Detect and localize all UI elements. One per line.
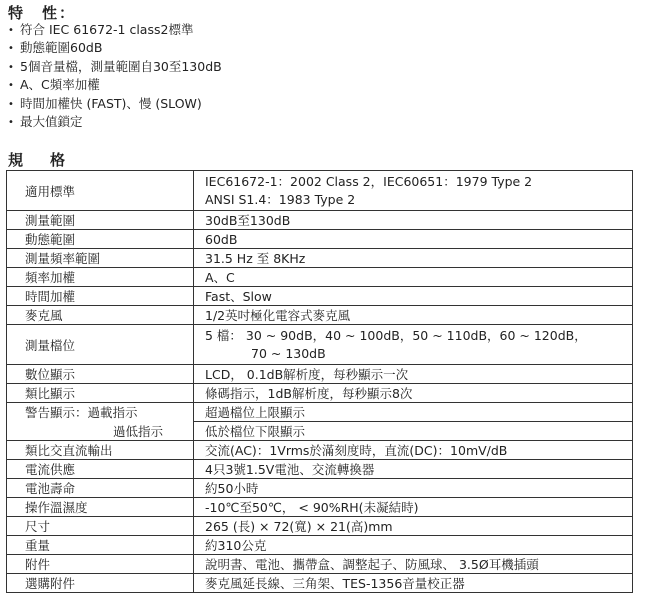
row-value: 約310公克 xyxy=(194,536,633,555)
table-row xyxy=(7,325,633,365)
table-row xyxy=(7,230,633,249)
table-row xyxy=(7,249,633,268)
table-row xyxy=(7,211,633,230)
row-value: 60dB xyxy=(194,230,633,249)
feature-item: • 符合 IEC 61672-1 class2標準 xyxy=(8,21,222,39)
row-value: 交流(AC)：1Vrms於滿刻度時，直流(DC)：10mV/dB xyxy=(194,441,633,460)
row-value: 4只3號1.5V電池、交流轉換器 xyxy=(194,460,633,479)
row-value: LCD， 0.1dB解析度，每秒顯示一次 xyxy=(194,365,633,384)
row-label: 重量 xyxy=(7,536,194,555)
spec-title: 規 格 xyxy=(8,151,72,169)
row-label: 電流供應 xyxy=(7,460,194,479)
row-label: 時間加權 xyxy=(7,287,194,306)
row-value: IEC61672-1：2002 Class 2，IEC60651：1979 Type 2 ANSI S1.4：1983 Type 2 xyxy=(194,171,633,211)
row-value: 超過檔位上限顯示 xyxy=(194,403,633,422)
table-row xyxy=(7,422,633,441)
table-row xyxy=(7,365,633,384)
feature-item: • A、C頻率加權 xyxy=(8,76,222,94)
table-row xyxy=(7,479,633,498)
row-value: 1/2英吋極化電容式麥克風 xyxy=(194,306,633,325)
row-value: 265 (長) × 72(寬) × 21(高)mm xyxy=(194,517,633,536)
table-row xyxy=(7,268,633,287)
feature-item: • 時間加權快 (FAST)、慢 (SLOW) xyxy=(8,95,222,113)
row-label: 電池壽命 xyxy=(7,479,194,498)
table-row xyxy=(7,498,633,517)
row-value: Fast、Slow xyxy=(194,287,633,306)
row-label: 適用標準 xyxy=(7,171,194,211)
row-label: 動態範圍 xyxy=(7,230,194,249)
row-value: 麥克風延長線、三角架、TES-1356音量校正器 xyxy=(194,574,633,593)
table-row xyxy=(7,306,633,325)
row-value: 說明書、電池、攜帶盒、調整起子、防風球、 3.5Ø耳機插頭 xyxy=(194,555,633,574)
table-row xyxy=(7,384,633,403)
bullet-icon: • xyxy=(8,80,14,92)
row-label: 尺寸 xyxy=(7,517,194,536)
table-row xyxy=(7,403,633,422)
feature-item: • 5個音量檔，測量範圍自30至130dB xyxy=(8,58,222,76)
row-label: 過低指示 xyxy=(7,422,194,441)
table-row xyxy=(7,555,633,574)
table-row xyxy=(7,460,633,479)
row-label: 測量檔位 xyxy=(7,325,194,365)
row-value: -10℃至50℃， < 90%RH(未凝結時) xyxy=(194,498,633,517)
bullet-icon: • xyxy=(8,43,14,55)
row-value: 低於檔位下限顯示 xyxy=(194,422,633,441)
row-value: 條碼指示，1dB解析度，每秒顯示8次 xyxy=(194,384,633,403)
features-list xyxy=(8,21,222,131)
row-label: 選購附件 xyxy=(7,574,194,593)
bullet-icon: • xyxy=(8,98,14,110)
feature-item: • 最大值鎖定 xyxy=(8,113,222,131)
row-label: 麥克風 xyxy=(7,306,194,325)
table-row xyxy=(7,517,633,536)
table-row xyxy=(7,171,633,211)
bullet-icon: • xyxy=(8,116,14,128)
row-label: 警告顯示：過載指示 xyxy=(7,403,194,422)
row-label: 測量範圍 xyxy=(7,211,194,230)
row-label: 測量頻率範圍 xyxy=(7,249,194,268)
row-label: 類比顯示 xyxy=(7,384,194,403)
row-value: 31.5 Hz 至 8KHz xyxy=(194,249,633,268)
row-value: 30dB至130dB xyxy=(194,211,633,230)
features-title: 特 性： xyxy=(8,4,77,22)
row-value: 5 檔： 30 ~ 90dB，40 ~ 100dB，50 ~ 110dB，60 ~ 120dB， 70 ~ 130dB xyxy=(194,325,633,365)
bullet-icon: • xyxy=(8,25,14,36)
feature-item: • 動態範圍60dB xyxy=(8,39,222,57)
table-row xyxy=(7,574,633,593)
row-label: 數位顯示 xyxy=(7,365,194,384)
row-label: 操作溫濕度 xyxy=(7,498,194,517)
row-label: 類比交直流輸出 xyxy=(7,441,194,460)
bullet-icon: • xyxy=(8,61,14,73)
row-label: 附件 xyxy=(7,555,194,574)
table-row xyxy=(7,441,633,460)
row-value: 約50小時 xyxy=(194,479,633,498)
spec-table xyxy=(6,170,633,593)
table-row xyxy=(7,536,633,555)
row-value: A、C xyxy=(194,268,633,287)
table-row xyxy=(7,287,633,306)
row-label: 頻率加權 xyxy=(7,268,194,287)
